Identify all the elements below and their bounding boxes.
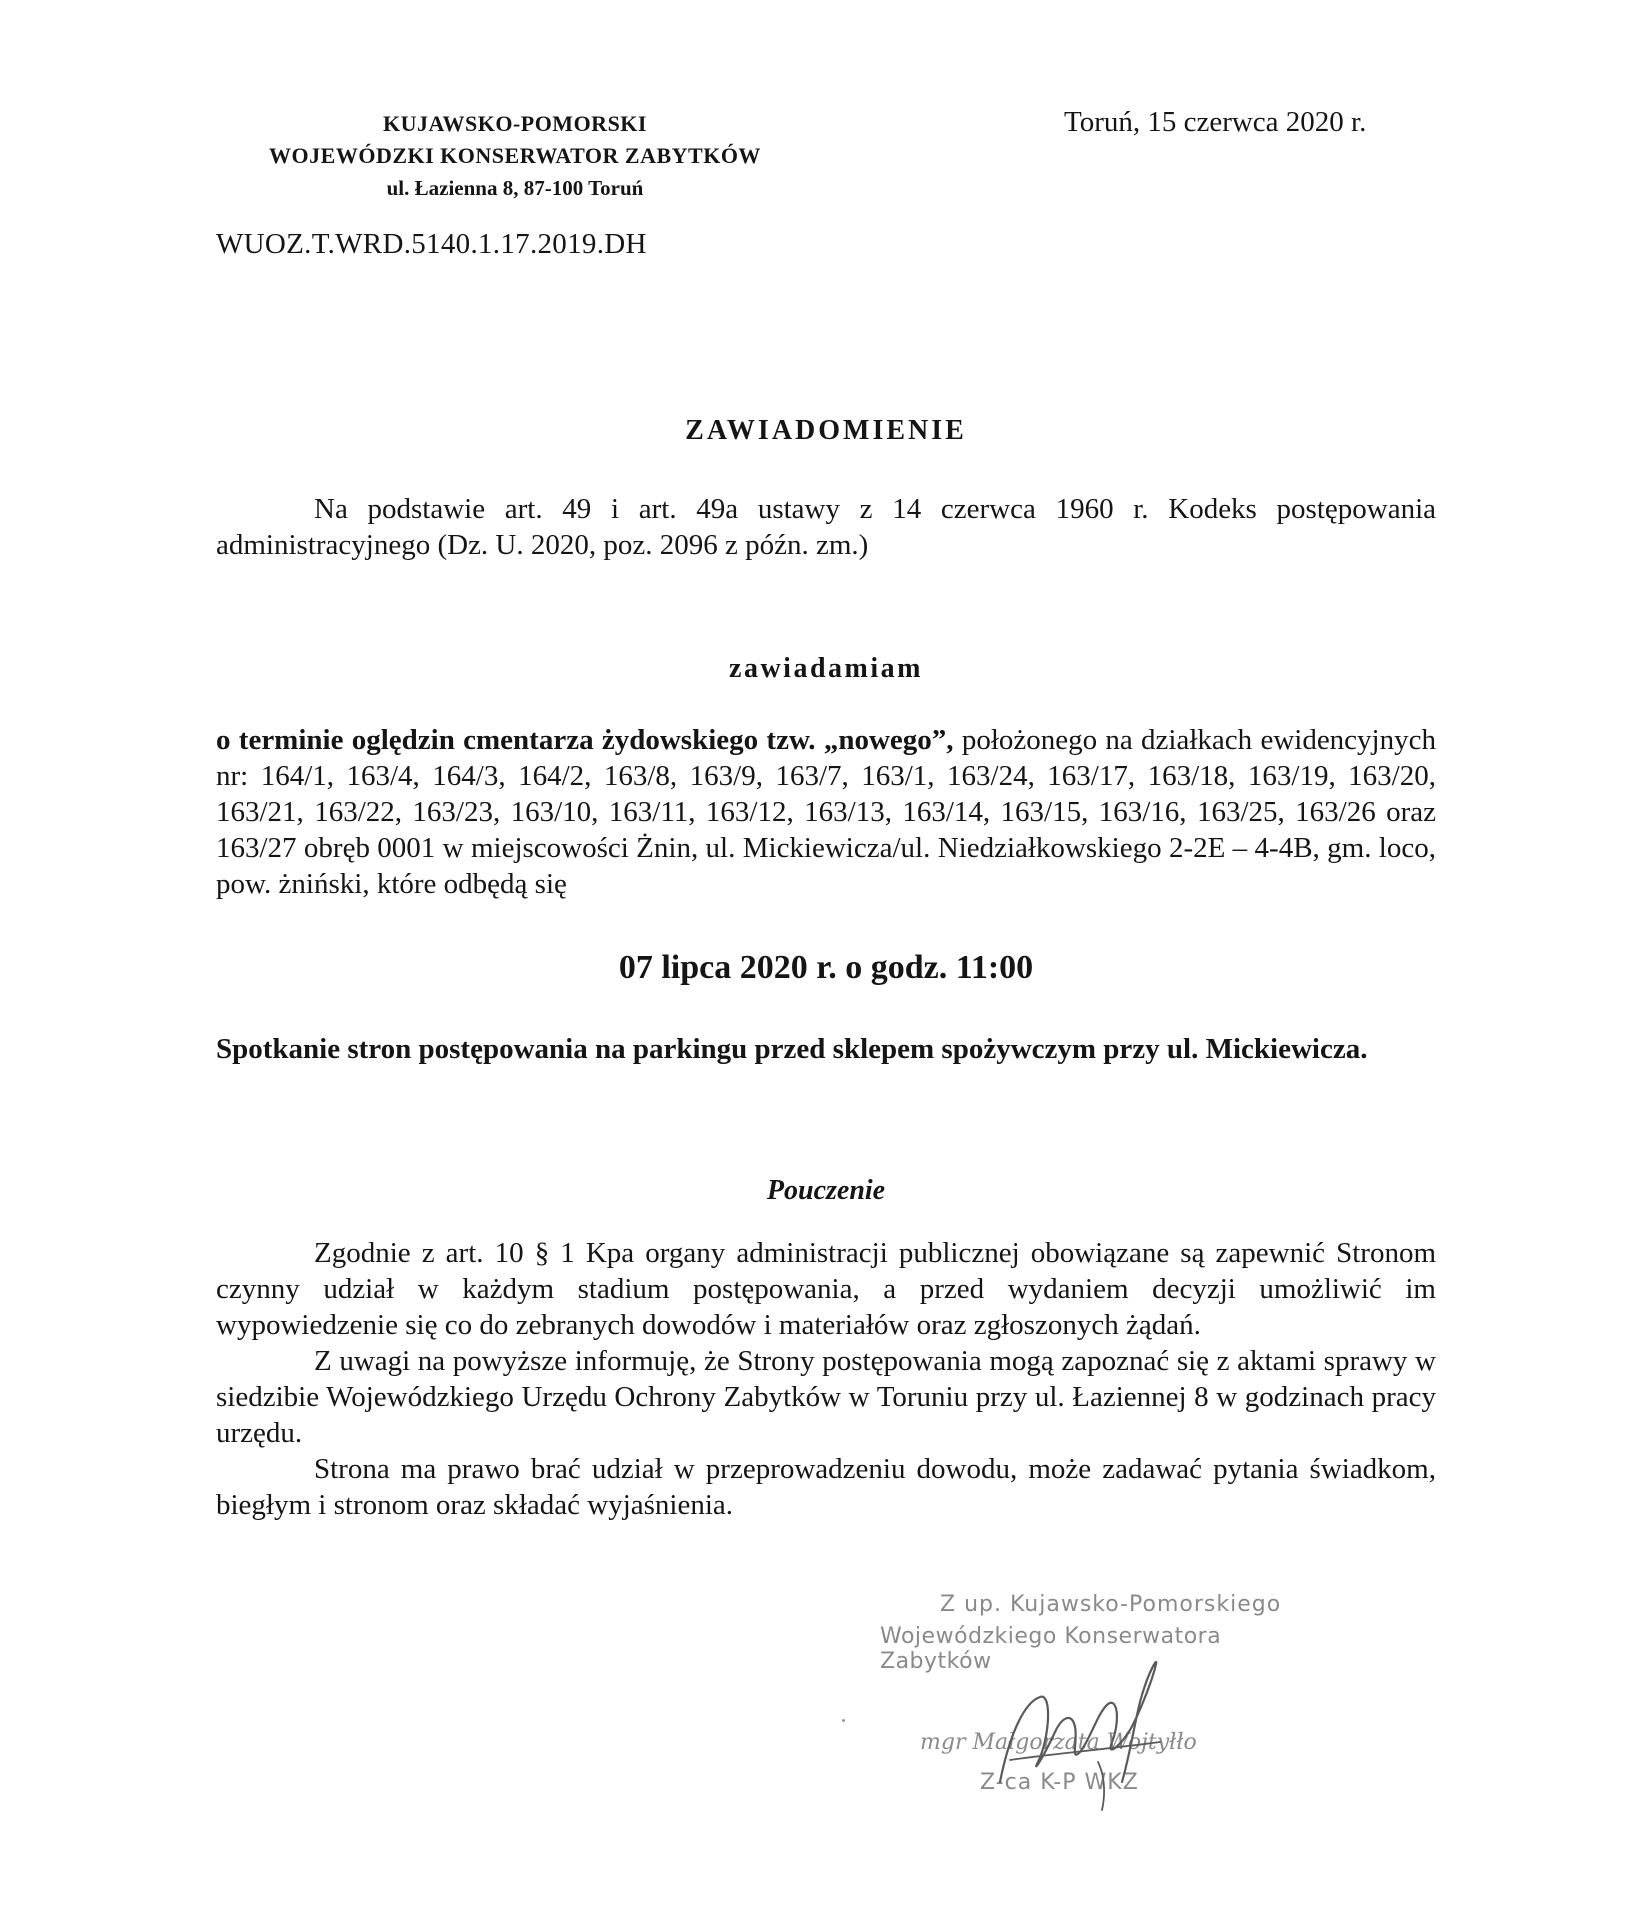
notice-paragraph	[216, 722, 1436, 902]
notice-verb: zawiadamiam	[729, 653, 923, 684]
instruction-paragraph: Z uwagi na powyższe informuję, że Strony postępowania mogą zapoznać się z aktami sprawy w siedzibie Wojewódzkiego Urzędu Ochrony Zabytków w Toruniu przy ul. Łaziennej 8 w godzinach pracy urzędu.	[216, 1345, 1436, 1449]
issuer-name-line1: KUJAWSKO-POMORSKI	[383, 111, 647, 136]
stamp-line-authorization: Z up. Kujawsko-Pomorskiego	[940, 1592, 1282, 1617]
issuer-address: ul. Łazienna 8, 87-100 Toruń	[386, 176, 644, 200]
instruction-paragraph: Strona ma prawo brać udział w przeprowadzeniu dowodu, może zadawać pytania świadkom, biegłym i stronom oraz składać wyjaśnienia.	[216, 1453, 1436, 1521]
legal-basis-paragraph: Na podstawie art. 49 i art. 49a ustawy z 14 czerwca 1960 r. Kodeks postępowania administracyjnego (Dz. U. 2020, poz. 2096 z późn. zm.)	[216, 493, 1436, 561]
stamp-line-office: Wojewódzkiego Konserwatora Zabytków	[880, 1624, 1222, 1674]
stamp-line-position: Z-ca K-P WKZ	[980, 1770, 1139, 1795]
instruction-block	[216, 1235, 1436, 1523]
scan-speck	[842, 1719, 845, 1722]
case-reference: WUOZ.T.WRD.5140.1.17.2019.DH	[216, 228, 647, 260]
document-title: ZAWIADOMIENIE	[685, 415, 967, 446]
notice-lead: o terminie oględzin cmentarza żydowskiego tzw. „nowego”,	[216, 724, 954, 756]
issuer-block	[200, 108, 830, 204]
instruction-heading: Pouczenie	[766, 1175, 886, 1206]
meeting-place: Spotkanie stron postępowania na parkingu przed sklepem spożywczym przy ul. Mickiewicza.	[216, 1033, 1368, 1065]
inspection-date-time: 07 lipca 2020 r. o godz. 11:00	[618, 949, 1034, 986]
notice-details: położonego na działkach ewidencyjnych nr: 164/1, 163/4, 164/3, 164/2, 163/8, 163/9, 163/7, 163/1, 163/24, 163/17, 163/18, 163/19, 163/20, 163/21, 163/22, 163/23, 163/10, 163/11, 163/12, 163/13, 163/14, 163/15, 163/16, 163/25, 163/26 oraz 163/27 obręb 0001 w miejscowości Żnin, ul. Mickiewicza/ul. Niedziałkowskiego 2-2E – 4-4B, gm. loco, pow. żniński, które odbędą się	[216, 724, 1436, 900]
issuer-name-line2: WOJEWÓDZKI KONSERWATOR ZABYTKÓW	[269, 143, 761, 168]
official-stamp	[880, 1592, 1300, 1842]
handwritten-signature-icon	[980, 1642, 1180, 1812]
document-date: Toruń, 15 czerwca 2020 r.	[1064, 106, 1367, 138]
stamp-line-name: mgr Małgorzata Wojtyłło	[920, 1730, 1197, 1755]
instruction-paragraph: Zgodnie z art. 10 § 1 Kpa organy administracji publicznej obowiązane są zapewnić Stronom czynny udział w każdym stadium postępowania, a przed wydaniem decyzji umożliwić im wypowiedzenie się co do zebranych dowodów i materiałów oraz zgłoszonych żądań.	[216, 1237, 1436, 1341]
